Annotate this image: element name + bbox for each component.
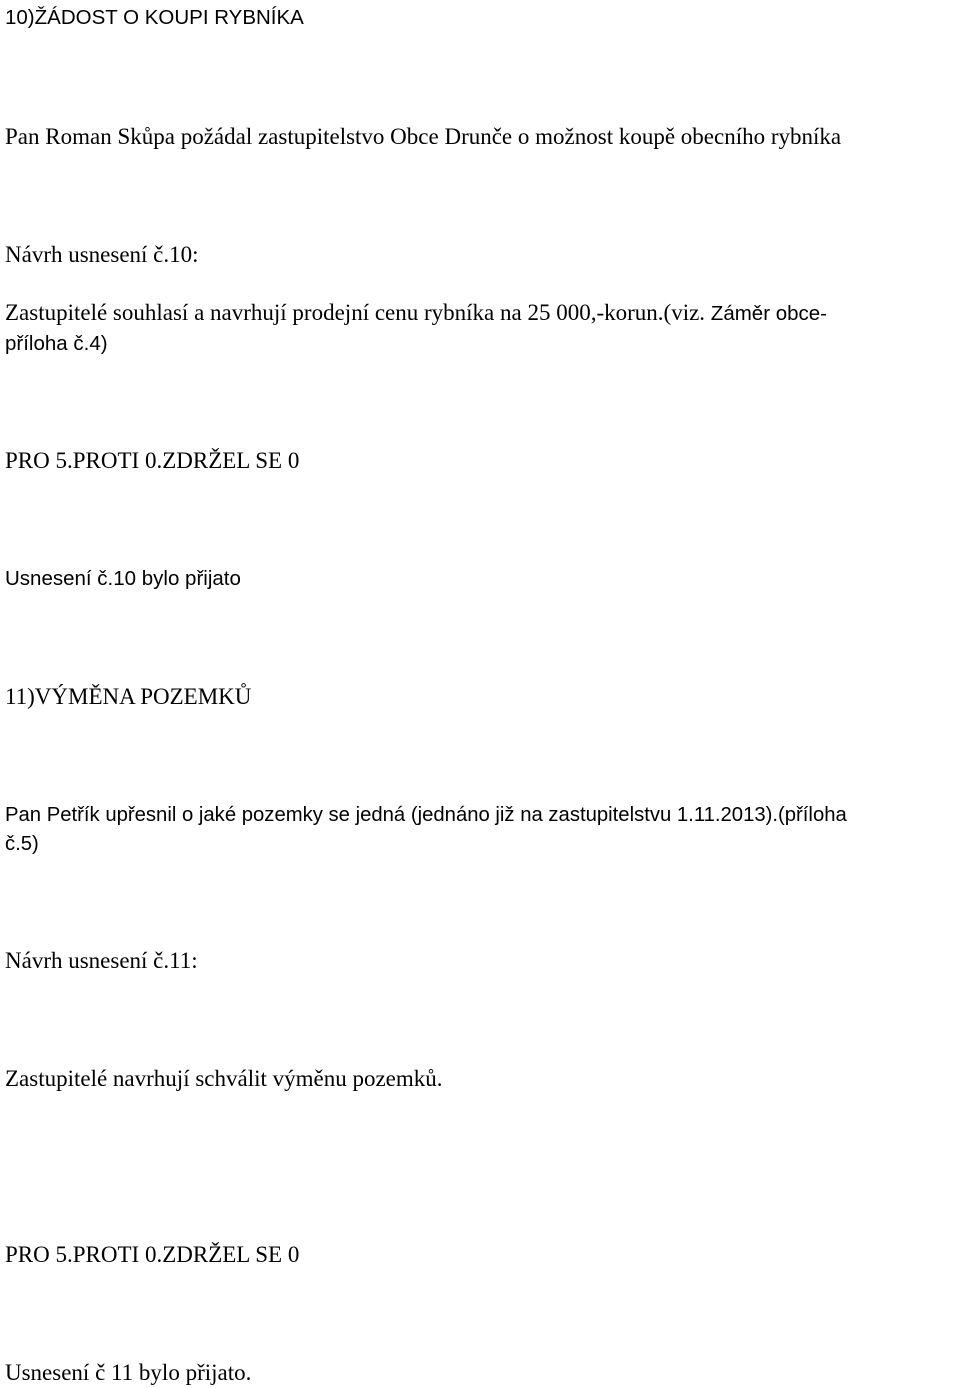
section-10-heading: 10)ŽÁDOST O KOUPI RYBNÍKA bbox=[5, 6, 304, 29]
section-10-proposal-line-1-annex: Záměr obce- bbox=[710, 302, 828, 325]
section-11-heading: 11)VÝMĚNA POZEMKŮ bbox=[5, 684, 252, 709]
section-10-proposal-line-2: příloha č.4) bbox=[5, 332, 108, 355]
section-11-paragraph-line-2: č.5) bbox=[5, 833, 39, 855]
section-10-proposal-line-1-main: Zastupitelé souhlasí a navrhují prodejní cenu rybníka na 25 000,-korun.(viz. bbox=[5, 300, 711, 325]
section-10-result: Usnesení č.10 bylo přijato bbox=[5, 567, 241, 590]
section-11-result: Usnesení č 11 bylo přijato. bbox=[5, 1360, 252, 1385]
section-11-proposal-title: Návrh usnesení č.11: bbox=[5, 948, 198, 973]
section-11-proposal-text: Zastupitelé navrhují schválit výměnu pozemků. bbox=[5, 1066, 443, 1091]
section-10-paragraph: Pan Roman Skůpa požádal zastupitelstvo Obce Drunče o možnost koupě obecního rybníka bbox=[5, 124, 842, 149]
section-11-vote: PRO 5.PROTI 0.ZDRŽEL SE 0 bbox=[5, 1242, 300, 1267]
section-10-vote: PRO 5.PROTI 0.ZDRŽEL SE 0 bbox=[5, 448, 300, 473]
section-11-paragraph-line-1: Pan Petřík upřesnil o jaké pozemky se jedná (jednáno již na zastupitelstvu 1.11.2013).(příloha bbox=[5, 804, 847, 826]
section-10-proposal-line-1 bbox=[5, 298, 827, 331]
section-10-proposal-title: Návrh usnesení č.10: bbox=[5, 242, 199, 267]
